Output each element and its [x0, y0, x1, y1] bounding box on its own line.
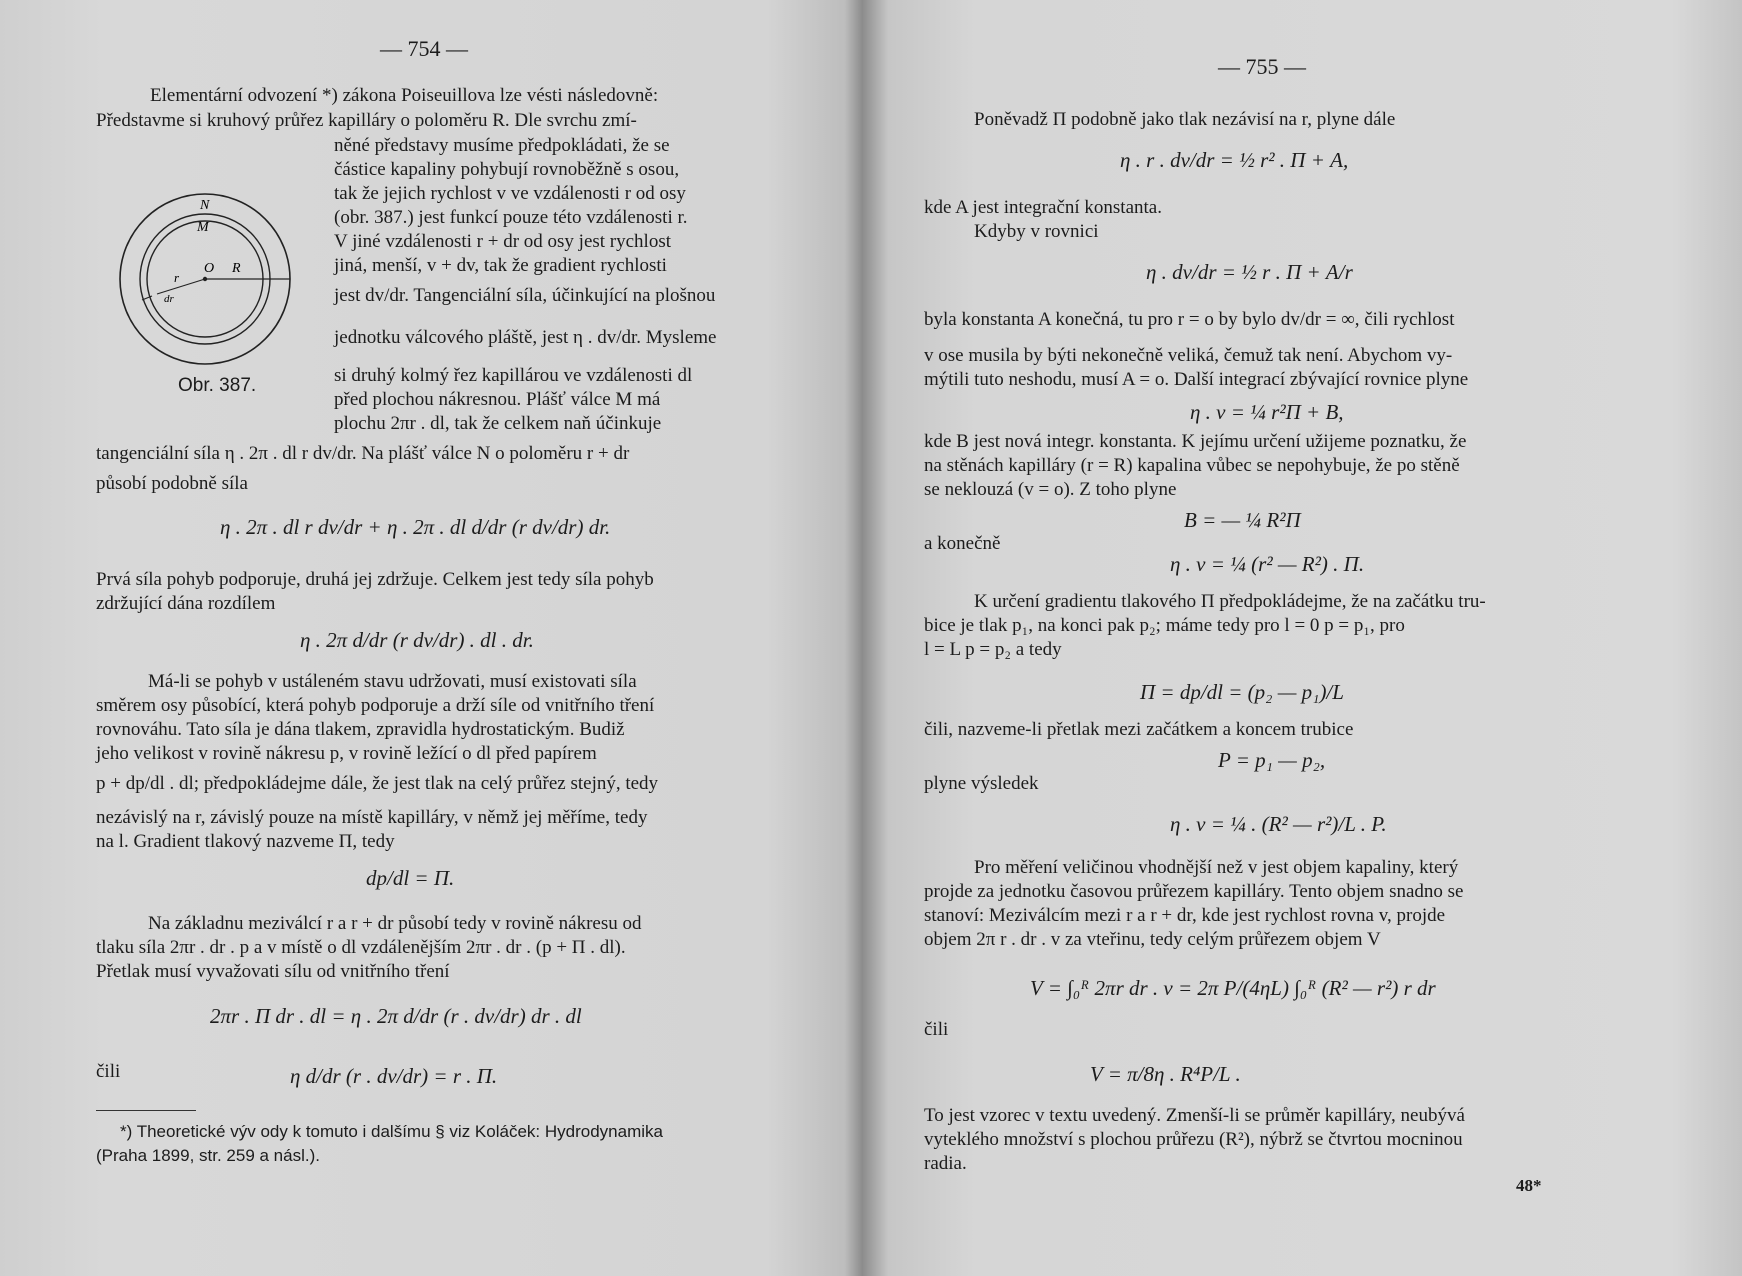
- paragraph-line: plochu 2πr . dl, tak že celkem naň účinkuje: [334, 413, 662, 434]
- paragraph-line: vyteklého množství s plochou průřezu (R²), nýbrž se čtvrtou mocninou: [924, 1129, 1463, 1150]
- equation: η . dv/dr = ½ r . Π + A/r: [1146, 260, 1353, 284]
- equation: Π = dp/dl = (p₂ — p₁)/L: [1140, 680, 1344, 704]
- paragraph-line: plyne výsledek: [924, 773, 1039, 794]
- equation: η . 2π d/dr (r dv/dr) . dl . dr.: [300, 628, 534, 652]
- paragraph-line: působí podobně síla: [96, 473, 248, 494]
- paragraph-line: Pro měření veličinou vhodnější než v jest objem kapaliny, který: [974, 857, 1459, 878]
- footnote-line: *) Theoretické výv ody k tomuto i dalšímu § viz Koláček: Hydrodynamika: [120, 1122, 663, 1141]
- equation: B = — ¼ R²Π: [1184, 508, 1301, 532]
- signature-mark: 48*: [1516, 1176, 1542, 1195]
- equation: η . v = ¼ . (R² — r²)/L . P.: [1170, 812, 1387, 836]
- paragraph-line: Na základnu meziválcí r a r + dr působí tedy v rovině nákresu od: [148, 913, 642, 934]
- equation: η . r . dv/dr = ½ r² . Π + A,: [1120, 148, 1349, 172]
- paragraph-line: kde B jest nová integr. konstanta. K jejímu určení užijeme poznatku, že: [924, 431, 1467, 452]
- equation: dp/dl = Π.: [366, 866, 455, 890]
- paragraph-line: si druhý kolmý řez kapillárou ve vzdálenosti dl: [334, 365, 693, 386]
- paragraph-line: byla konstanta A konečná, tu pro r = o by bylo dv/dr = ∞, čili rychlost: [924, 309, 1455, 330]
- paragraph-line: mýtili tuto neshodu, musí A = o. Další integrací zbývající rovnice plyne: [924, 369, 1469, 390]
- paragraph-line: stanoví: Meziválcím mezi r a r + dr, kde jest rychlost rovna v, projde: [924, 905, 1446, 926]
- paragraph-line: tak že jejich rychlost v ve vzdálenosti r od osy: [334, 183, 686, 204]
- page-number: — 754 —: [380, 36, 468, 61]
- paragraph-line: zdržující dána rozdílem: [96, 593, 276, 614]
- cili-label: čili: [96, 1061, 121, 1082]
- label-r: r: [174, 270, 180, 285]
- right-page: [880, 0, 1742, 1276]
- paragraph-line: bice je tlak p₁, na konci pak p₂; máme tedy pro l = 0 p = p₁, pro: [924, 615, 1405, 636]
- paragraph-line: jiná, menší, v + dv, tak že gradient rychlosti: [334, 255, 667, 276]
- equation: 2πr . Π dr . dl = η . 2π d/dr (r . dv/dr) dr . dl: [210, 1004, 582, 1028]
- footnote-rule: [96, 1110, 196, 1111]
- paragraph-line: kde A jest integrační konstanta.: [924, 197, 1162, 218]
- paragraph-line: jednotku válcového pláště, jest η . dv/dr. Mysleme: [334, 327, 717, 348]
- equation: η . v = ¼ r²Π + B,: [1190, 400, 1344, 424]
- paragraph-line: částice kapaliny pohybují rovnoběžně s osou,: [334, 159, 680, 180]
- label-r-big: R: [232, 261, 241, 276]
- paragraph-line: projde za jednotku časovou průřezem kapilláry. Tento objem snadno se: [924, 881, 1464, 902]
- left-page: [0, 0, 860, 1276]
- equation: η . v = ¼ (r² — R²) . Π.: [1170, 552, 1365, 576]
- paragraph-line: před plochou nákresnou. Plášť válce M má: [334, 389, 661, 410]
- paragraph-line: radia.: [924, 1153, 967, 1174]
- footnote-line: (Praha 1899, str. 259 a násl.).: [96, 1146, 320, 1165]
- paragraph-line: Kdyby v rovnici: [974, 221, 1099, 242]
- paragraph-line: na stěnách kapilláry (r = R) kapalina vůbec se nepohybuje, že po stěně: [924, 455, 1460, 476]
- page-number: — 755 —: [1218, 54, 1306, 79]
- paragraph-line: čili, nazveme-li přetlak mezi začátkem a koncem trubice: [924, 719, 1354, 740]
- paragraph-line: Elementární odvození *) zákona Poiseuillova lze vésti následovně:: [150, 85, 659, 106]
- paragraph-line: p + dp/dl . dl; předpokládejme dále, že jest tlak na celý průřez stejný, tedy: [96, 773, 659, 794]
- paragraph-line: Představme si kruhový průřez kapilláry o poloměru R. Dle svrchu zmí-: [96, 110, 637, 131]
- paragraph-line: Přetlak musí vyvažovati sílu od vnitřního tření: [96, 961, 450, 982]
- equation: P = p₁ — p₂,: [1218, 748, 1326, 772]
- paragraph-line: Má-li se pohyb v ustáleném stavu udržovati, musí existovati síla: [148, 671, 637, 692]
- equation: V = ∫₀ᴿ 2πr dr . v = 2π P/(4ηL) ∫₀ᴿ (R² — r²) r dr: [1030, 976, 1436, 1000]
- paragraph-line: rovnováhu. Tato síla je dána tlakem, zpravidla hydrostatickým. Budiž: [96, 719, 625, 740]
- paragraph-line: To jest vzorec v textu uvedený. Zmenší-li se průměr kapilláry, neubývá: [924, 1105, 1465, 1126]
- paragraph-line: l = L p = p₂ a tedy: [924, 639, 1062, 660]
- figure-caption: Obr. 387.: [178, 375, 257, 396]
- paragraph-line: na l. Gradient tlakový nazveme Π, tedy: [96, 831, 395, 852]
- label-o: O: [204, 261, 215, 276]
- cili-label: čili: [924, 1019, 949, 1040]
- paragraph-line: směrem osy působící, která pohyb podporuje a drží síle od vnitřního tření: [96, 695, 655, 716]
- paragraph-line: jest dv/dr. Tangenciální síla, účinkující na plošnou: [334, 285, 716, 306]
- paragraph-line: a konečně: [924, 533, 1001, 554]
- label-n: N: [200, 198, 210, 213]
- paragraph-line: tlaku síla 2πr . dr . p a v místě o dl vzdálenějším 2πr . dr . (p + Π . dl).: [96, 937, 626, 958]
- paragraph-line: nezávislý na r, závislý pouze na místě kapilláry, v němž jej měříme, tedy: [96, 807, 648, 828]
- paragraph-line: jeho velikost v rovině nákresu p, v rovině ležící o dl před papírem: [96, 743, 597, 764]
- paragraph-line: Poněvadž Π podobně jako tlak nezávisí na r, plyne dále: [974, 109, 1396, 130]
- label-dr: dr: [164, 293, 174, 305]
- equation: V = π/8η . R⁴P/L .: [1090, 1062, 1241, 1086]
- paragraph-line: tangenciální síla η . 2π . dl r dv/dr. Na plášť válce N o poloměru r + dr: [96, 443, 630, 464]
- label-m: M: [197, 220, 209, 235]
- paragraph-line: Prvá síla pohyb podporuje, druhá jej zdržuje. Celkem jest tedy síla pohyb: [96, 569, 654, 590]
- paragraph-line: V jiné vzdálenosti r + dr od osy jest rychlost: [334, 231, 672, 252]
- paragraph-line: se neklouzá (v = o). Z toho plyne: [924, 479, 1177, 500]
- paragraph-line: (obr. 387.) jest funkcí pouze této vzdálenosti r.: [334, 207, 688, 228]
- capillary-cross-section-figure: [112, 186, 302, 376]
- paragraph-line: v ose musila by býti nekonečně veliká, čemuž tak není. Abychom vy-: [924, 345, 1453, 366]
- equation: η d/dr (r . dv/dr) = r . Π.: [290, 1064, 498, 1088]
- equation: η . 2π . dl r dv/dr + η . 2π . dl d/dr (r dv/dr) dr.: [220, 515, 611, 539]
- paragraph-line: objem 2π r . dr . v za vteřinu, tedy celým průřezem objem V: [924, 929, 1381, 950]
- paragraph-line: něné představy musíme předpokládati, že se: [334, 135, 670, 156]
- paragraph-line: K určení gradientu tlakového Π předpokládejme, že na začátku tru-: [974, 591, 1486, 612]
